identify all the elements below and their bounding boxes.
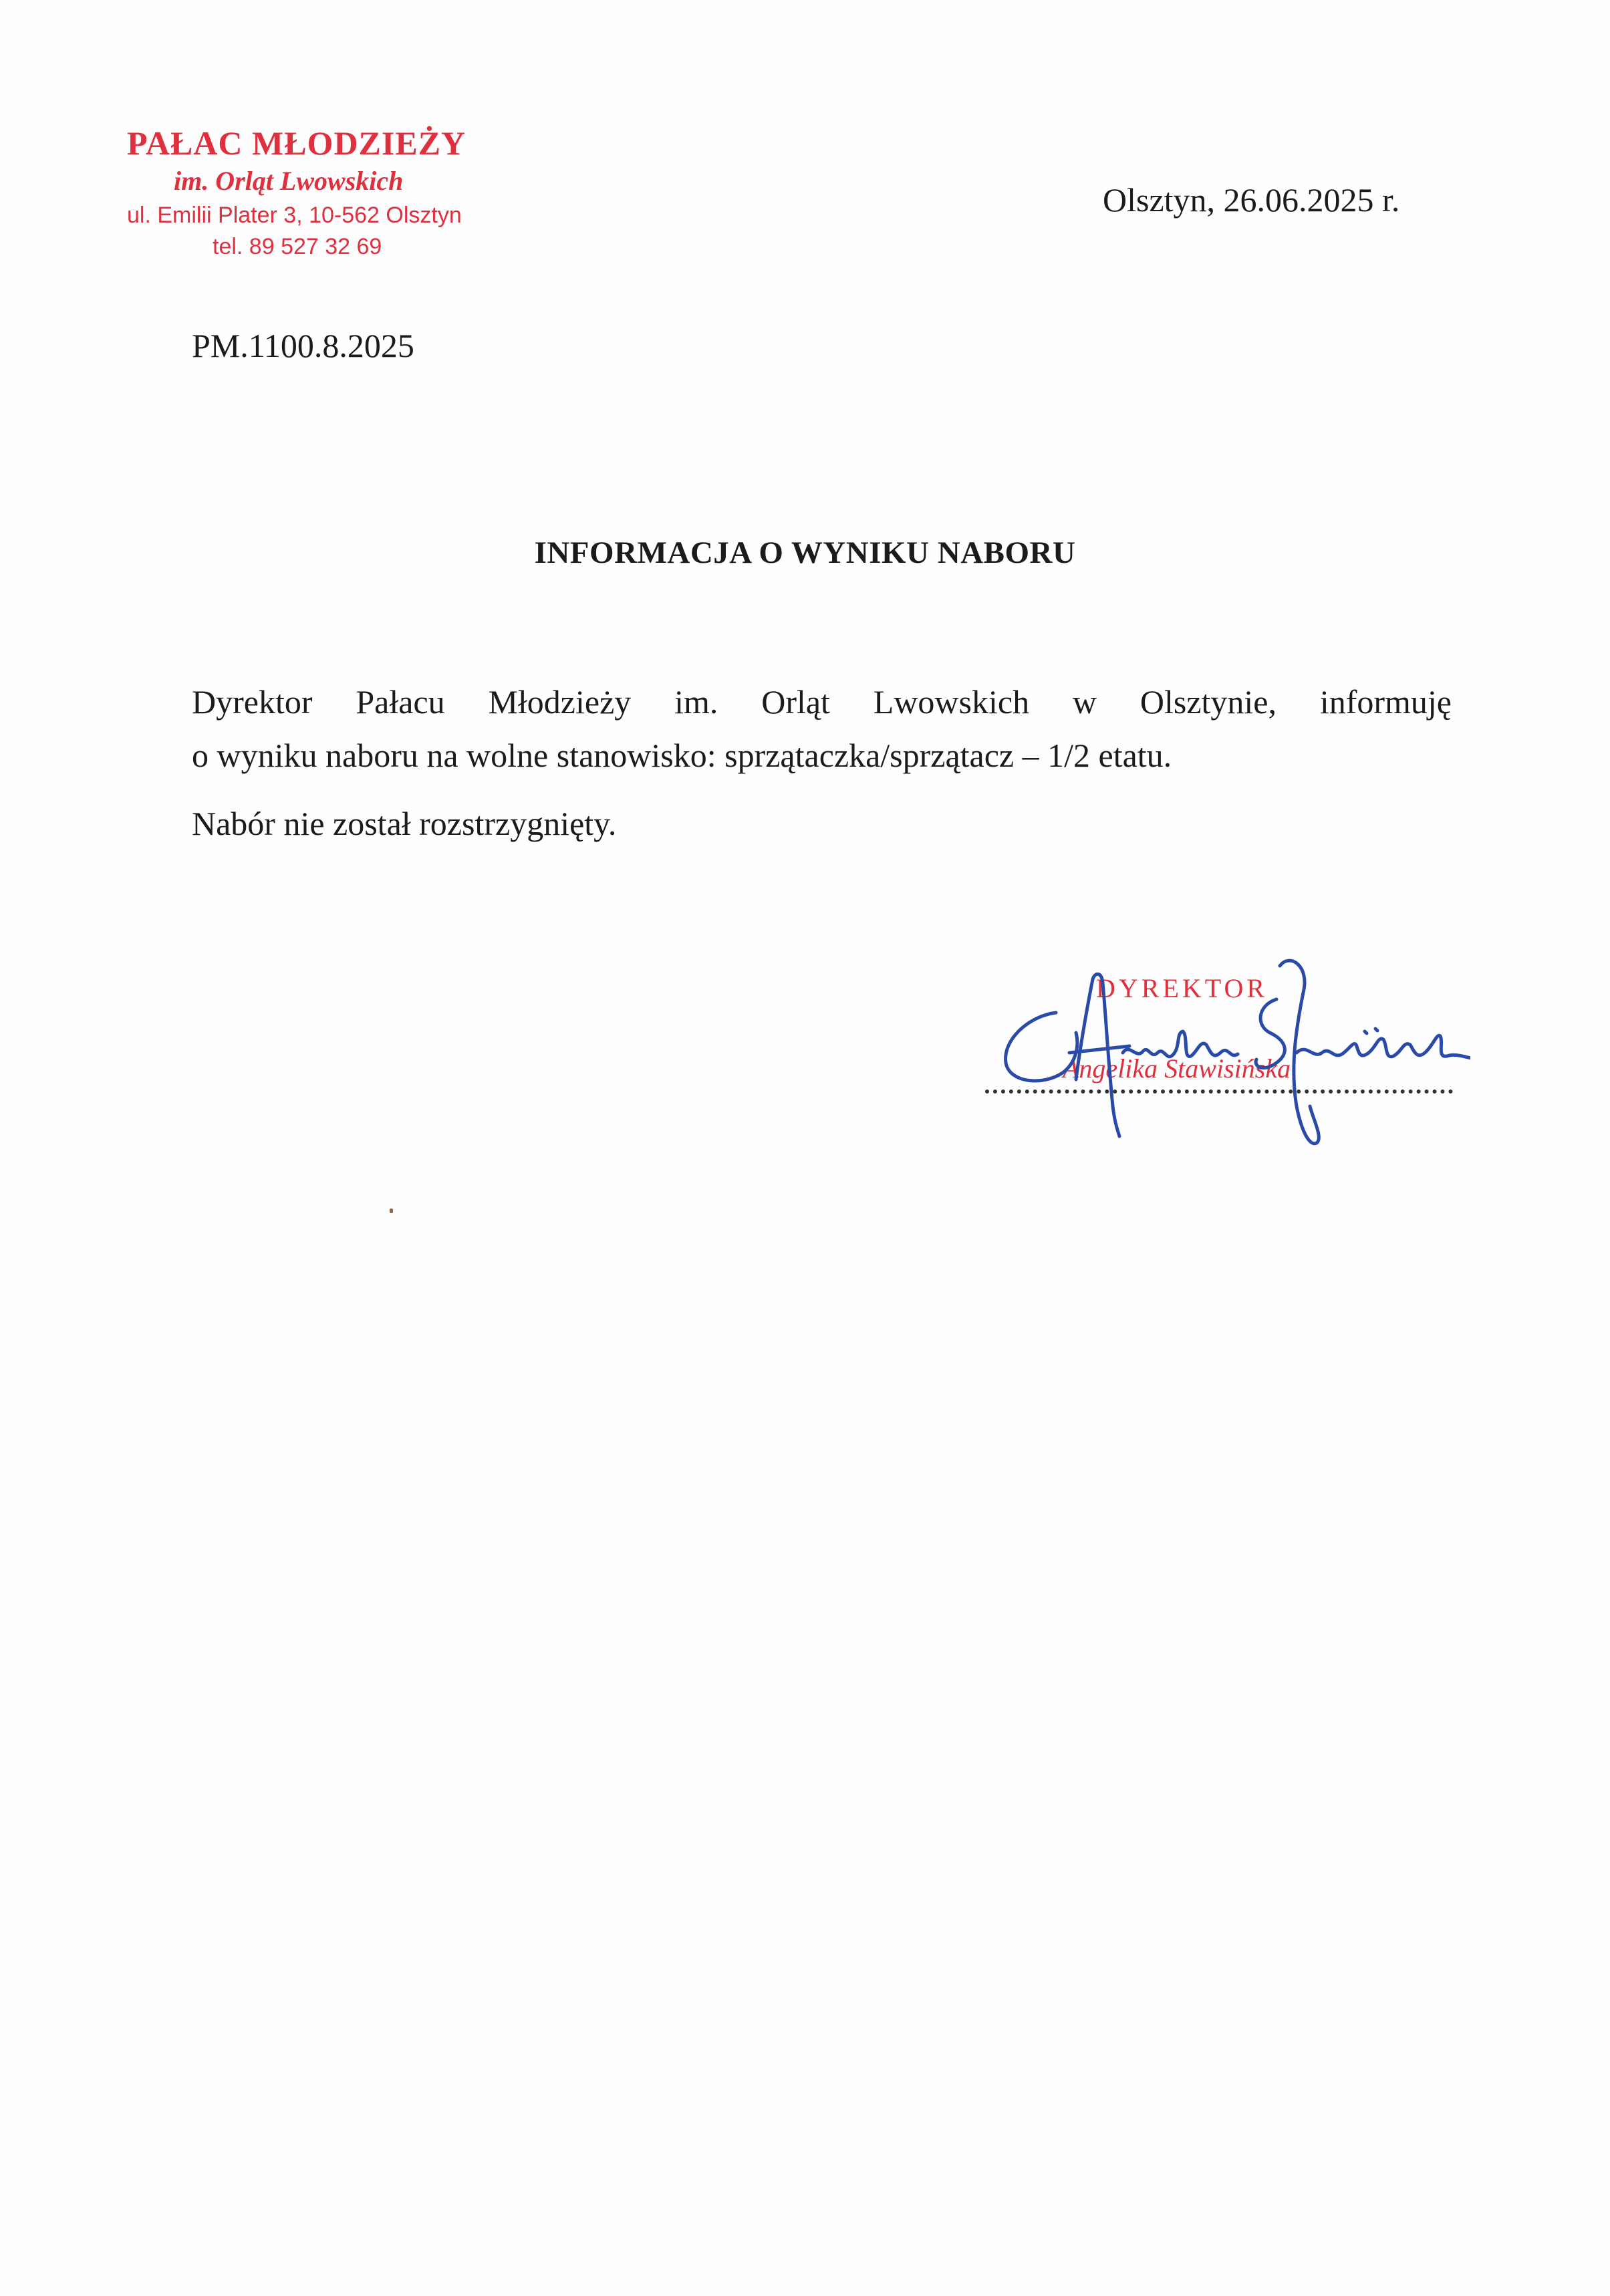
body-paragraph-1 xyxy=(192,675,1452,782)
reference-number: PM.1100.8.2025 xyxy=(192,327,414,364)
paper-speck xyxy=(390,1208,393,1213)
signature-block xyxy=(982,952,1464,1140)
stamp-institution-name: PAŁAC MŁODZIEŻY xyxy=(127,124,466,162)
signatory-name-stamp: Angelika Stawisińska xyxy=(1063,1053,1291,1083)
body-paragraph-2: Nabór nie został rozstrzygnięty. xyxy=(192,805,617,842)
stamp-address: ul. Emilii Plater 3, 10-562 Olsztyn xyxy=(127,203,462,228)
institution-stamp xyxy=(114,124,515,264)
stamp-patron: im. Orląt Lwowskich xyxy=(174,166,404,196)
body-paragraph-1-line-2: o wyniku naboru na wolne stanowisko: sprzątaczka/sprzątacz – 1/2 etatu. xyxy=(192,737,1172,774)
signature-dotted-line xyxy=(985,1090,1453,1094)
document-body xyxy=(192,675,1452,850)
stamp-phone: tel. 89 527 32 69 xyxy=(213,234,382,259)
signatory-role-stamp: DYREKTOR xyxy=(1096,973,1268,1003)
place-and-date: Olsztyn, 26.06.2025 r. xyxy=(1103,181,1400,219)
body-paragraph-1-line-1: Dyrektor Pałacu Młodzieży im. Orląt Lwowskich w Olsztynie, informuję xyxy=(192,683,1452,721)
document-title: INFORMACJA O WYNIKU NABORU xyxy=(534,535,1076,570)
